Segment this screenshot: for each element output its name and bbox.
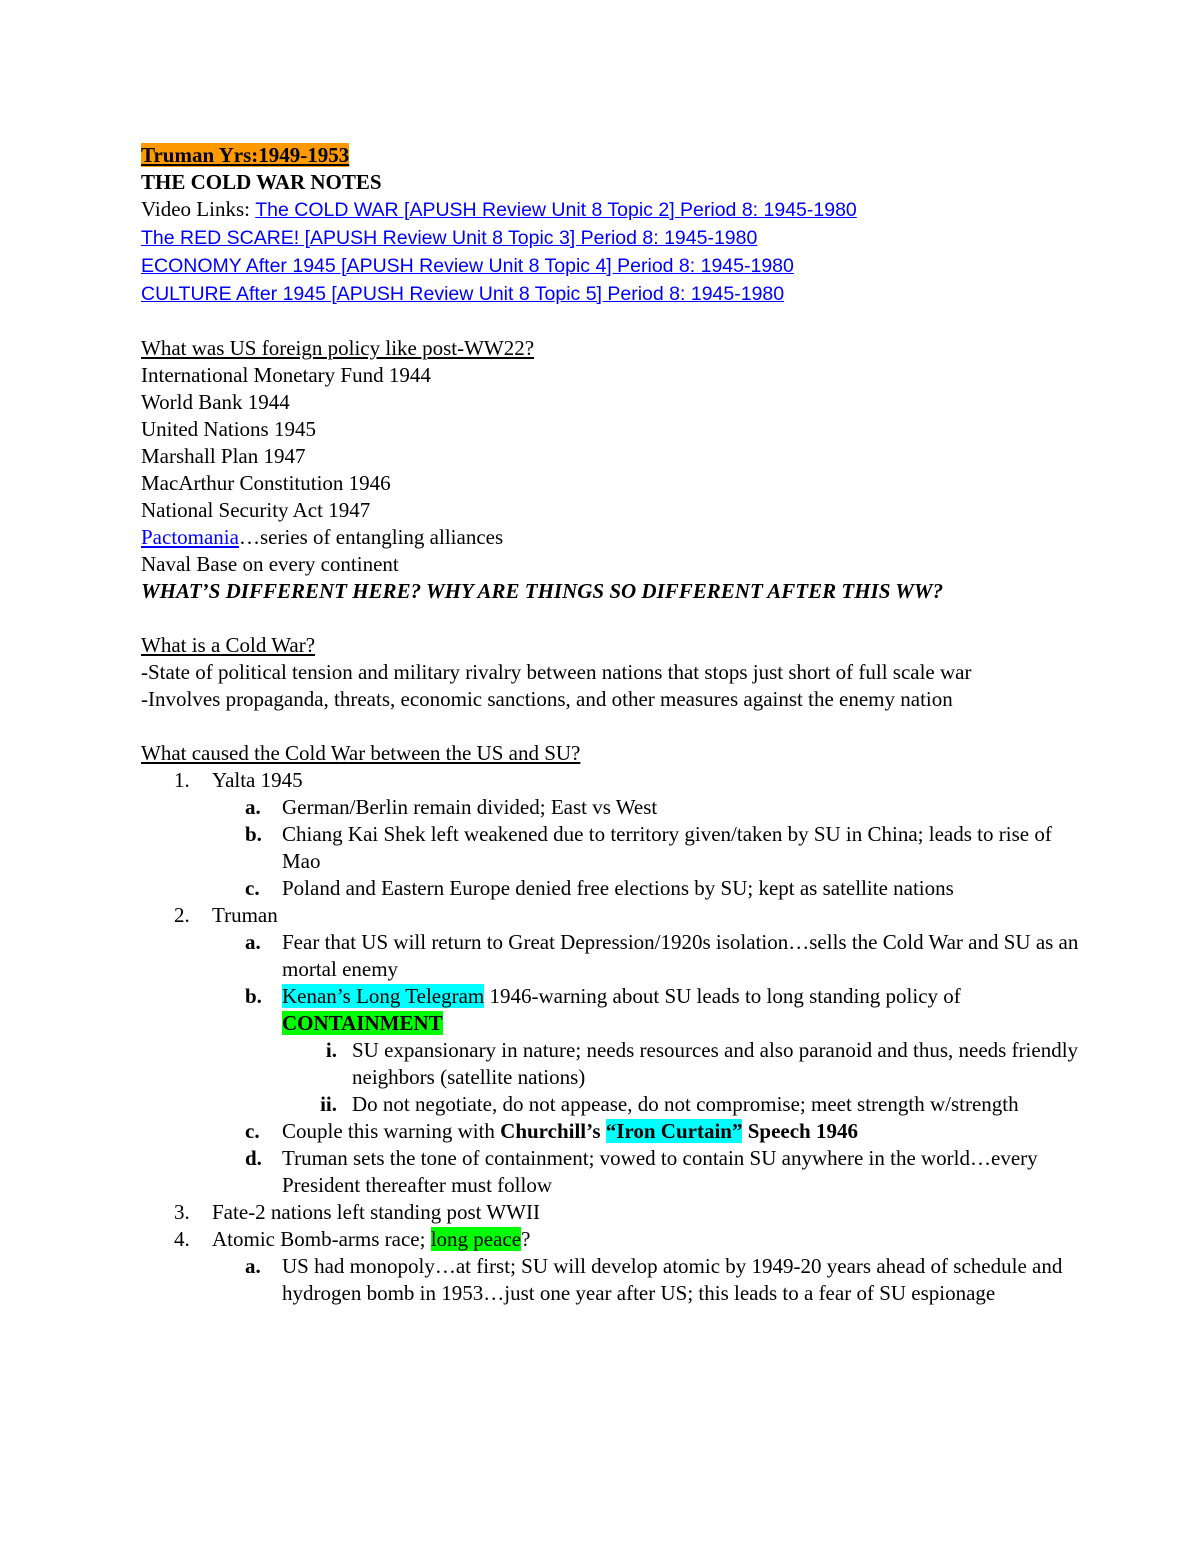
- video-link-culture[interactable]: CULTURE After 1945 [APUSH Review Unit 8 Topic 5] Period 8: 1945-1980: [141, 283, 785, 305]
- pactomania-link[interactable]: Pactomania: [141, 525, 239, 549]
- definition-line: -State of political tension and military rivalry between nations that stops just short of full scale war: [141, 660, 972, 684]
- years-highlight: Truman Yrs:1949-1953: [141, 143, 350, 167]
- video-link-economy[interactable]: ECONOMY After 1945 [APUSH Review Unit 8 Topic 4] Period 8: 1945-1980: [141, 255, 794, 277]
- iron-curtain-highlight: “Iron Curtain”: [605, 1119, 743, 1143]
- policy-item: National Security Act 1947: [141, 498, 371, 522]
- list-item: b. Chiang Kai Shek left weakened due to territory given/taken by SU in China; leads to rise of Mao: [245, 822, 1052, 873]
- policy-item: United Nations 1945: [141, 417, 316, 441]
- years-heading: [141, 142, 1081, 169]
- cause-item-atomic: 4. Atomic Bomb-arms race; long peace?: [174, 1227, 531, 1251]
- pactomania-line: Pactomania…series of entangling alliances: [141, 525, 504, 549]
- cause-item-truman: 2. Truman: [174, 903, 278, 927]
- long-telegram-highlight: Kenan’s Long Telegram: [282, 984, 485, 1008]
- list-item: a. German/Berlin remain divided; East vs West: [245, 795, 658, 819]
- video-link-cold-war[interactable]: The COLD WAR [APUSH Review Unit 8 Topic 2] Period 8: 1945-1980: [255, 199, 857, 221]
- list-item: c. Couple this warning with Churchill’s “Iron Curtain” Speech 1946: [245, 1119, 858, 1143]
- video-links-line: [141, 196, 1081, 224]
- policy-item: Naval Base on every continent: [141, 552, 399, 576]
- video-link-red-scare[interactable]: The RED SCARE! [APUSH Review Unit 8 Topic 3] Period 8: 1945-1980: [141, 227, 758, 249]
- list-item: c. Poland and Eastern Europe denied free elections by SU; kept as satellite nations: [245, 876, 954, 900]
- policy-item: International Monetary Fund 1944: [141, 363, 431, 387]
- list-item: d. Truman sets the tone of containment; vowed to contain SU anywhere in the world…every President thereafter must follow: [245, 1146, 1038, 1197]
- foreign-policy-heading: What was US foreign policy like post-WW22?: [141, 336, 535, 360]
- list-item: i. SU expansionary in nature; needs resources and also paranoid and thus, needs friendly neighbors (satellite nations): [325, 1038, 1079, 1089]
- cold-war-definition-heading: What is a Cold War?: [141, 633, 316, 657]
- video-links-label: Video Links:: [141, 197, 256, 221]
- policy-item: Marshall Plan 1947: [141, 444, 306, 468]
- document-body: [141, 142, 1081, 1307]
- list-item: b. Kenan’s Long Telegram 1946-warning about SU leads to long standing policy of CONTAINMENT: [245, 984, 961, 1035]
- document-title: THE COLD WAR NOTES: [141, 170, 382, 194]
- difference-question: WHAT’S DIFFERENT HERE? WHY ARE THINGS SO DIFFERENT AFTER THIS WW?: [141, 579, 944, 603]
- list-item: a. US had monopoly…at first; SU will develop atomic by 1949-20 years ahead of schedule and hydrogen bomb in 1953…just one year after US; this leads to a fear of SU espionage: [245, 1254, 1063, 1305]
- policy-item: World Bank 1944: [141, 390, 290, 414]
- containment-highlight: CONTAINMENT: [282, 1011, 443, 1035]
- list-item: a. Fear that US will return to Great Depression/1920s isolation…sells the Cold War and SU as an mortal enemy: [245, 930, 1079, 981]
- cause-item-fate: 3. Fate-2 nations left standing post WWII: [174, 1200, 540, 1224]
- policy-item: MacArthur Constitution 1946: [141, 471, 391, 495]
- list-item: ii. Do not negotiate, do not appease, do not compromise; meet strength w/strength: [320, 1092, 1019, 1116]
- cause-item-yalta: 1. Yalta 1945: [174, 768, 303, 792]
- long-peace-highlight: long peace: [430, 1227, 522, 1251]
- causes-heading: What caused the Cold War between the US and SU?: [141, 741, 581, 765]
- definition-line: -Involves propaganda, threats, economic sanctions, and other measures against the enemy nation: [141, 687, 953, 711]
